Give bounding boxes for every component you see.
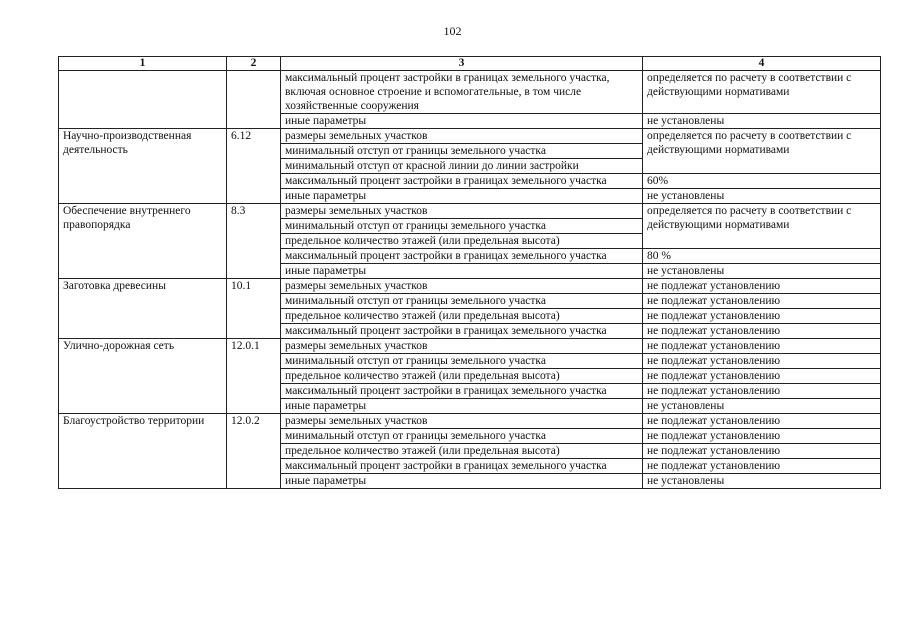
use-type-name: Научно-производственная деятельность [59,129,227,204]
parameter-value: не подлежат установлению [643,459,881,474]
parameter-value: не подлежат установлению [643,279,881,294]
use-type-code [227,71,281,129]
parameter-name: размеры земельных участков [281,339,643,354]
table-row [59,414,881,429]
parameter-name: предельное количество этажей (или предельная высота) [281,309,643,324]
use-type-name: Благоустройство территории [59,414,227,489]
parameter-name: максимальный процент застройки в границах земельного участка [281,459,643,474]
regulations-table [58,56,881,489]
use-type-code: 12.0.2 [227,414,281,489]
parameter-value: не установлены [643,399,881,414]
parameter-value: не подлежат установлению [643,384,881,399]
use-type-code: 6.12 [227,129,281,204]
parameter-name: размеры земельных участков [281,129,643,144]
parameter-value: не подлежат установлению [643,429,881,444]
parameter-value: не подлежат установлению [643,354,881,369]
parameter-name: иные параметры [281,114,643,129]
parameter-value: определяется по расчету в соответствии с действующими нормативами [643,129,881,174]
parameter-value: 80 % [643,249,881,264]
parameter-name: максимальный процент застройки в границах земельного участка [281,174,643,189]
use-type-code: 12.0.1 [227,339,281,414]
parameter-name: максимальный процент застройки в границах земельного участка, включая основное строение и вспомогательные, в том числе хозяйственные сооружения [281,71,643,114]
parameter-value: 60% [643,174,881,189]
use-type-code: 8.3 [227,204,281,279]
parameter-name: предельное количество этажей (или предельная высота) [281,444,643,459]
table-row [59,129,881,144]
parameter-name: минимальный отступ от границы земельного участка [281,219,643,234]
parameter-name: предельное количество этажей (или предельная высота) [281,234,643,249]
use-type-name: Заготовка древесины [59,279,227,339]
parameter-name: иные параметры [281,474,643,489]
parameter-name: иные параметры [281,264,643,279]
parameter-name: предельное количество этажей (или предельная высота) [281,369,643,384]
use-type-code: 10.1 [227,279,281,339]
table-row [59,339,881,354]
parameter-value: не подлежат установлению [643,369,881,384]
parameter-name: иные параметры [281,399,643,414]
parameter-value: не подлежат установлению [643,324,881,339]
parameter-name: минимальный отступ от красной линии до линии застройки [281,159,643,174]
parameter-name: минимальный отступ от границы земельного участка [281,294,643,309]
parameter-value: не установлены [643,114,881,129]
parameter-value: не установлены [643,474,881,489]
parameter-name: размеры земельных участков [281,204,643,219]
parameter-value: не подлежат установлению [643,294,881,309]
table-row [59,279,881,294]
parameter-value: не подлежат установлению [643,444,881,459]
parameter-name: размеры земельных участков [281,414,643,429]
parameter-name: минимальный отступ от границы земельного участка [281,354,643,369]
parameter-value: не подлежат установлению [643,339,881,354]
parameter-name: минимальный отступ от границы земельного участка [281,429,643,444]
page-number: 102 [443,24,462,38]
column-header-1: 1 [59,57,227,71]
use-type-name [59,71,227,129]
parameter-value: не установлены [643,264,881,279]
parameter-name: минимальный отступ от границы земельного участка [281,144,643,159]
parameter-value: не подлежат установлению [643,309,881,324]
table-row [59,71,881,114]
parameter-name: размеры земельных участков [281,279,643,294]
parameter-name: максимальный процент застройки в границах земельного участка [281,324,643,339]
table-row [59,204,881,219]
use-type-name: Обеспечение внутреннего правопорядка [59,204,227,279]
parameter-value: не установлены [643,189,881,204]
column-header-3: 3 [281,57,643,71]
column-header-4: 4 [643,57,881,71]
parameter-value: определяется по расчету в соответствии с действующими нормативами [643,71,881,114]
header-row [59,57,881,71]
parameter-value: не подлежат установлению [643,414,881,429]
parameter-name: максимальный процент застройки в границах земельного участка [281,384,643,399]
column-header-2: 2 [227,57,281,71]
parameter-value: определяется по расчету в соответствии с действующими нормативами [643,204,881,249]
parameter-name: иные параметры [281,189,643,204]
parameter-name: максимальный процент застройки в границах земельного участка [281,249,643,264]
use-type-name: Улично-дорожная сеть [59,339,227,414]
